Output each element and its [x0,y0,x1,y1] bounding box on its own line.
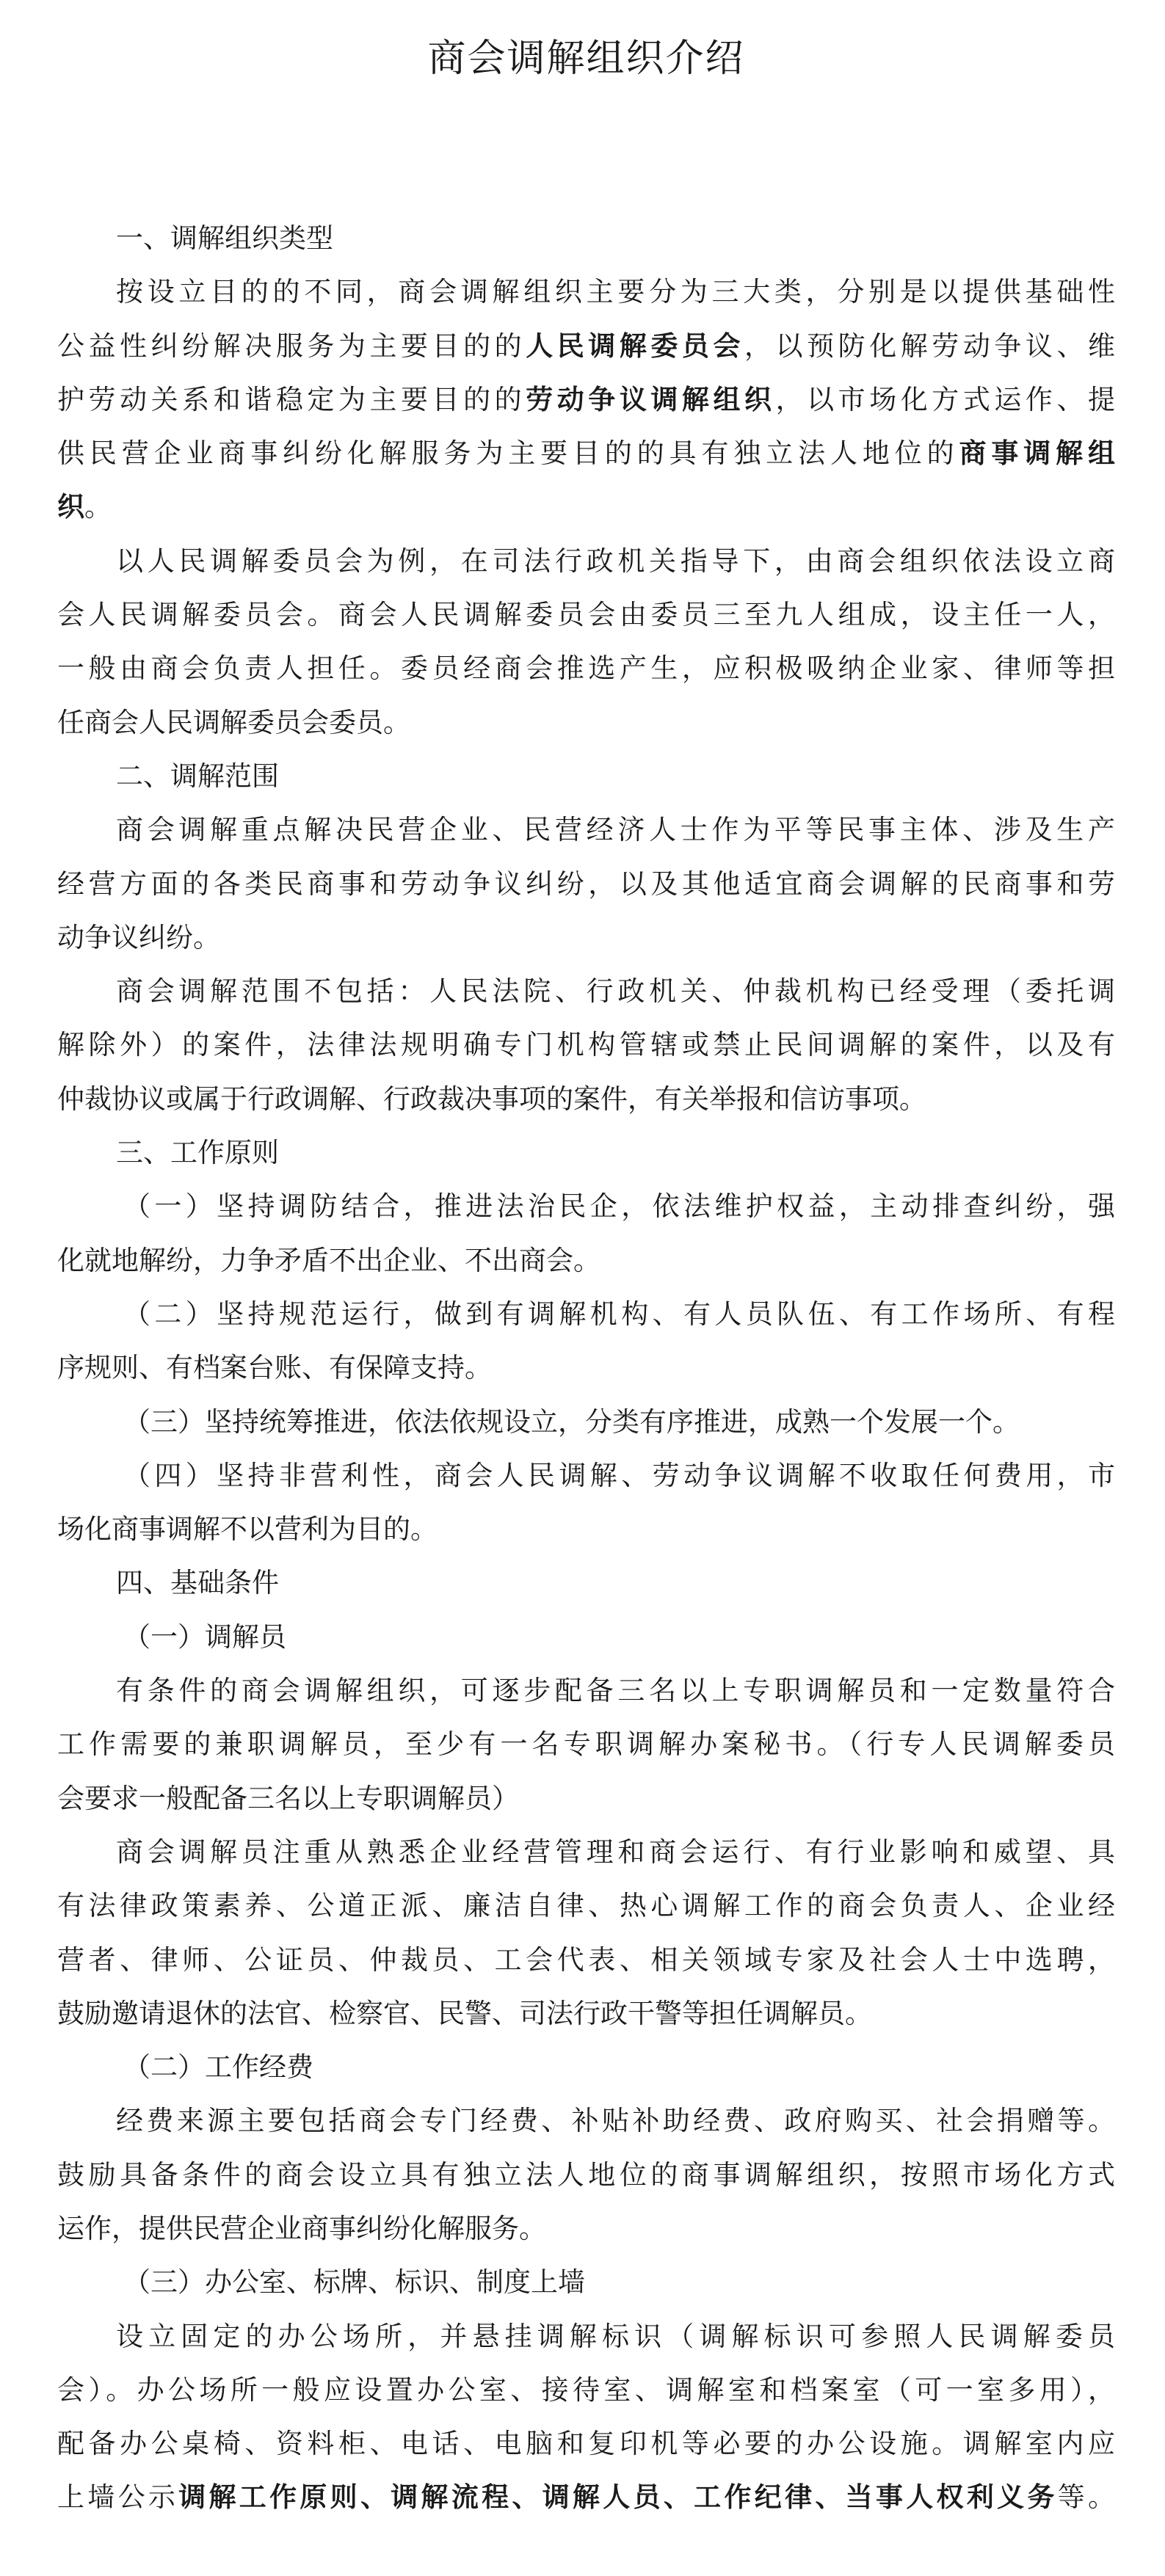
paragraph [57,2310,1115,2525]
paragraph [57,1664,1115,1825]
text-line: 有法律政策素养、公道正派、廉洁自律、热心调解工作的商会负责人、企业经 [57,1890,1115,1922]
text-line: 以人民调解委员会为例，在司法行政机关指导下，由商会组织依法设立商 [116,545,1115,577]
paragraph [57,534,1115,749]
paragraph [57,265,1115,534]
subsection-heading: （三）办公室、标牌、标识、制度上墙 [123,2266,585,2299]
text-line [57,2470,1115,2524]
text-line: 会人民调解委员会。商会人民调解委员会由委员三至九人组成，设主任一人， [57,599,1115,631]
text-line: 任商会人民调解委员会委员。 [57,706,410,738]
text-line: 解除外）的案件，法律法规明确专门机构管辖或禁止民间调解的案件，以及有 [57,1029,1115,1061]
bold-term: 人民调解委员会 [526,330,745,362]
text-line: 工作需要的兼职调解员，至少有一名专职调解办案秘书。（行专人民调解委员 [57,1728,1115,1761]
text-line: 鼓励具备条件的商会设立具有独立法人地位的商事调解组织，按照市场化方式 [57,2158,1115,2191]
section-heading-3: 三、工作原则 [116,1137,279,1169]
text-line: 鼓励邀请退休的法官、检察官、民警、司法行政干警等担任调解员。 [57,1997,872,2029]
paragraph [57,1825,1115,2040]
text-line: 会）。办公场所一般应设置办公室、接待室、调解室和档案室（可一室多用）， [57,2373,1115,2406]
text-line: 按设立目的的不同，商会调解组织主要分为三大类，分别是以提供基础性 [116,276,1115,308]
text-line: 运作，提供民营企业商事纠纷化解服务。 [57,2212,546,2244]
section-heading-2: 二、调解范围 [116,760,279,792]
bold-term: 劳动争议调解组织 [526,383,776,415]
text-line [57,319,1115,373]
text-line: 设立固定的办公场所，并悬挂调解标识（调解标识可参照人民调解委员 [116,2320,1115,2352]
paragraph [57,964,1115,1126]
text-span: ，以预防化解劳动争议、维 [744,330,1116,362]
text-line: 营者、律师、公证员、仲裁员、工会代表、相关领域专家及社会人士中选聘， [57,1943,1115,1976]
text-line: 配备办公桌椅、资料柜、电话、电脑和复印机等必要的办公设施。调解室内应 [57,2428,1115,2460]
text-span: 护劳动关系和谐稳定为主要目的的 [57,383,526,415]
text-line [57,373,1115,426]
text-line: 经营方面的各类民商事和劳动争议纠纷，以及其他适宜商会调解的民商事和劳 [57,867,1115,900]
section-heading-4: 四、基础条件 [116,1567,279,1599]
text-span: 上墙公示 [57,2481,179,2514]
text-line: 化就地解纷，力争矛盾不出企业、不出商会。 [57,1244,600,1276]
text-span: 公益性纠纷解决服务为主要目的的 [57,330,526,362]
text-line: 商会调解重点解决民营企业、民营经济人士作为平等民事主体、涉及生产 [116,814,1115,846]
text-line: 商会调解员注重从熟悉企业经营管理和商会运行、有行业影响和威望、具 [116,1835,1115,1868]
text-line: 商会调解范围不包括：人民法院、行政机关、仲裁机构已经受理（委托调 [116,975,1115,1008]
bold-term: 织 [57,491,84,523]
document-body [57,211,1115,2525]
bold-term: 商事调解组 [959,437,1115,470]
text-span: ，以市场化方式运作、提 [775,383,1116,415]
document-title: 商会调解组织介绍 [427,37,745,81]
text-line [57,426,1115,480]
paragraph [57,803,1115,964]
section-heading-1: 一、调解组织类型 [116,222,333,254]
text-line: （二）坚持规范运行，做到有调解机构、有人员队伍、有工作场所、有程 [123,1298,1115,1330]
list-item [57,1287,1115,1395]
subsection-heading: （二）工作经费 [123,2051,313,2084]
text-line: 一般由商会负责人担任。委员经商会推选产生，应积极吸纳企业家、律师等担 [57,652,1115,685]
text-line: 序规则、有档案台账、有保障支持。 [57,1352,492,1384]
text-line: 场化商事调解不以营利为目的。 [57,1513,438,1546]
text-span: 供民营企业商事纠纷化解服务为主要目的的具有独立法人地位的 [57,437,959,470]
subsection-heading: （一）调解员 [123,1620,286,1653]
text-line: 仲裁协议或属于行政调解、行政裁决事项的案件，有关举报和信访事项。 [57,1083,926,1115]
text-span: 等。 [1057,2481,1116,2514]
text-line: 动争议纠纷。 [57,921,220,953]
list-item [57,1179,1115,1287]
list-item [57,1395,1115,1449]
text-line [57,480,1115,534]
text-line: 经费来源主要包括商会专门经费、补贴补助经费、政府购买、社会捐赠等。 [116,2105,1115,2137]
text-line: 有条件的商会调解组织，可逐步配备三名以上专职调解员和一定数量符合 [116,1675,1115,1707]
text-span: 。 [84,491,112,523]
list-item [57,1449,1115,1557]
text-line: （三）坚持统筹推进，依法依规设立，分类有序推进，成熟一个发展一个。 [123,1405,1020,1438]
paragraph [57,2094,1115,2255]
text-line: 会要求一般配备三名以上专职调解员） [57,1782,519,1814]
bold-term: 调解工作原则、调解流程、调解人员、工作纪律、当事人权利义务 [178,2481,1058,2514]
text-line: （四）坚持非营利性，商会人民调解、劳动争议调解不收取任何费用，市 [123,1459,1115,1491]
text-line: （一）坚持调防结合，推进法治民企，依法维护权益，主动排查纠纷，强 [123,1190,1115,1223]
